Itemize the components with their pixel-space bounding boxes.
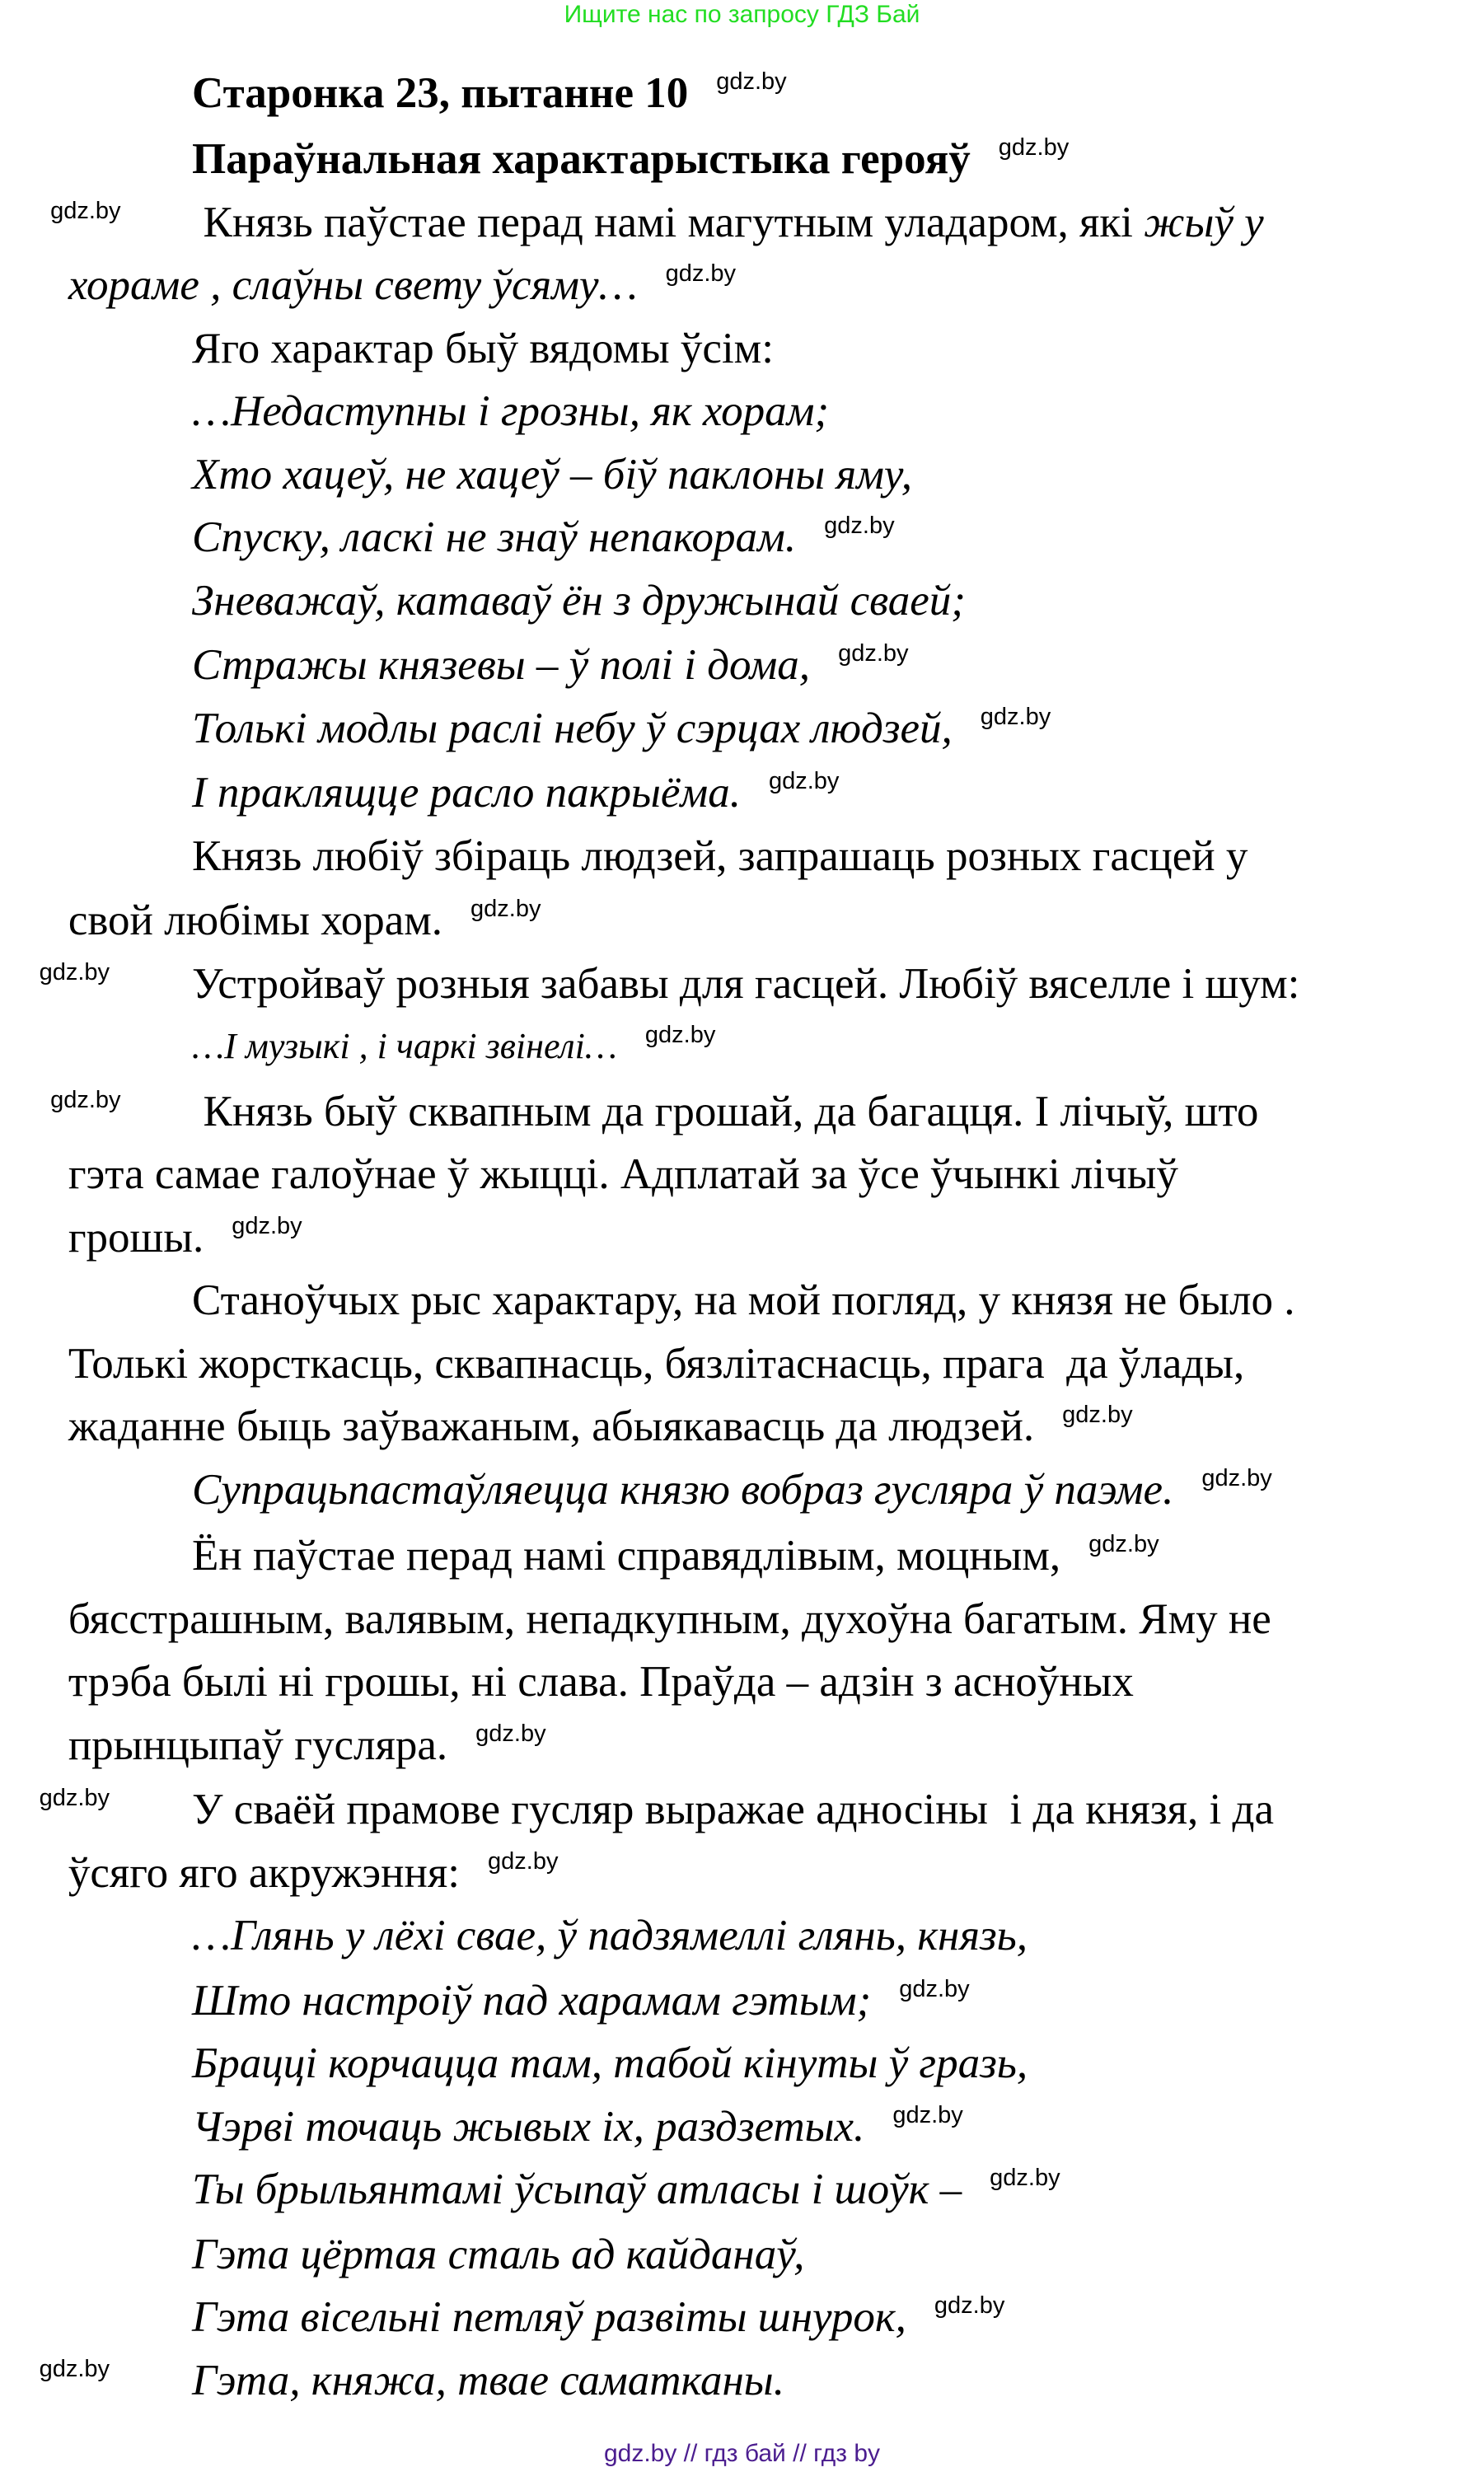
page-title [192,68,787,118]
text-segment: бясстрашным, валявым, непадкупным, духоўна багатым. Яму не [68,1594,1271,1643]
text-line [192,2165,1060,2214]
text-segment: Старонка 23, пытанне 10 [192,68,689,117]
watermark-label: gdz.by [980,703,1051,730]
italic-quote: Супрацьпастаўляецца князю вобраз гусляра ў паэме. [192,1465,1174,1514]
text-line [192,768,839,817]
section-heading [192,134,1069,184]
watermark-label: gdz.by [990,2165,1060,2192]
italic-quote: Гэта, княжа, твае саматканы. [192,2356,784,2404]
text-segment: свой любімы хорам. [68,897,443,945]
watermark-label: gdz.by [470,896,541,923]
italic-quote: Чэрві точаць жывых іх, раздзетых. [192,2102,865,2151]
watermark-label: gdz.by [899,1975,970,2002]
text-line [68,1149,1178,1199]
text-line [192,1022,715,1071]
italic-quote: Зневажаў, катаваў ён з дружынай сваей; [192,576,966,625]
text-line [192,513,895,562]
watermark-label: gdz.by [838,640,909,667]
text-line [192,640,908,690]
watermark-label: gdz.by [644,1022,716,1049]
watermark-label: gdz.by [39,2355,110,2382]
text-line [68,1848,559,1898]
watermark-label: gdz.by [1062,1402,1133,1429]
italic-quote: Спуску, ласкі не знаў непакорам. [192,513,797,562]
text-line [192,2230,804,2279]
watermark-label: gdz.by [716,68,787,95]
text-segment: Князь паўстае перад намі магутным уладаром, які [203,198,1145,246]
text-segment: Параўнальная характарыстыка герояў [192,135,971,184]
text-line [192,2039,1028,2088]
text-line [192,1465,1272,1515]
text-segment: Станоўчых рыс характару, на мой погляд, у князя не было . [192,1276,1295,1325]
text-segment: прынцыпаў гусляра. [68,1721,448,1769]
text-line [192,831,1248,881]
italic-quote: Ты брыльянтамі ўсыпаў атласы і шоўк – [192,2165,962,2214]
text-line [192,1531,1159,1580]
text-line [192,450,912,499]
text-segment: ўсяго яго акружэння: [68,1848,461,1897]
text-line [39,2355,784,2405]
text-line [50,197,1264,247]
text-segment: жаданне быць заўважаным, абыякавасць да людзей. [68,1402,1035,1451]
text-segment: трэба былі ні грошы, ні слава. Праўда – адзін з асноўных [68,1658,1134,1707]
italic-quote: І праклящце расло пакрыёма. [192,769,741,817]
text-segment: Князь любіў збіраць людзей, запрашаць розных гасцей у [192,831,1248,880]
italic-quote: …І музыкі , і чаркі звінелі… [192,1026,617,1067]
watermark-label: gdz.by [998,134,1070,162]
italic-quote: Толькі модлы раслі небу ў сэрцах людзей, [192,704,953,752]
text-line [192,1276,1294,1325]
italic-quote: жыў у [1144,198,1264,246]
watermark-label: gdz.by [475,1720,546,1747]
text-segment: Устройваў розныя забавы для гасцей. Любіў вяселле і шум: [192,959,1300,1008]
italic-quote: Што настроіў пад харамам гэтым; [192,1976,872,2025]
text-line [68,1657,1134,1707]
watermark-label: gdz.by [488,1847,559,1875]
text-segment: Князь быў сквапным да грошай, да багацця. І лічыў, што [203,1087,1259,1135]
watermark-label: gdz.by [824,513,895,540]
italic-quote: Гэта вісельні петляў развіты шнурок, [192,2293,906,2342]
text-segment: Толькі жорсткасць, сквапнасць, бязлітаснасць, прага да ўлады, [68,1339,1245,1388]
italic-quote: Стражы князевы – ў полі і дома, [192,641,811,690]
text-line [68,260,736,310]
text-line [68,1721,546,1770]
footer-links[interactable]: gdz.by // гдз бай // гдз by [603,2440,881,2467]
watermark-label: gdz.by [39,958,110,986]
italic-quote: …Недаступны і грозны, як хорам; [192,387,830,436]
text-line [192,2292,1004,2342]
italic-quote: Брацці корчацца там, табой кінуты ў гразь, [192,2039,1028,2088]
text-segment: Ён паўстае перад намі справядлівым, моцным, [192,1532,1061,1580]
watermark-label: gdz.by [1201,1464,1272,1491]
italic-quote: …Глянь у лёхі свае, ў падзямеллі глянь, князь, [192,1912,1028,1960]
watermark-label: gdz.by [665,260,737,288]
text-line [192,1976,970,2025]
watermark-label: gdz.by [232,1212,302,1239]
text-line [192,324,774,373]
text-line [39,958,1300,1009]
text-line [192,1911,1028,1960]
watermark-label: gdz.by [1088,1531,1159,1558]
text-line [68,896,541,945]
watermark-label: gdz.by [50,197,121,224]
text-line [192,704,1051,753]
text-segment: У сваёй прамове гусляр выражае адносіны і да князя, і да [192,1786,1275,1834]
text-line [39,1785,1275,1834]
text-segment: гэта самае галоўнае ў жыцці. Адплатай за ўсе ўчынкі лічыў [68,1150,1178,1199]
search-banner[interactable]: Ищите нас по запросу ГДЗ Бай [564,1,920,28]
watermark-label: gdz.by [50,1086,121,1113]
text-line [68,1594,1271,1644]
italic-quote: Хто хацеў, не хацеў – біў паклоны яму, [192,450,913,499]
text-segment: Яго характар быў вядомы ўсім: [192,324,774,372]
text-line [68,1213,302,1262]
watermark-label: gdz.by [892,2101,963,2128]
italic-quote: Гэта цёртая сталь ад кайданаў, [192,2230,805,2278]
watermark-label: gdz.by [934,2292,1005,2320]
text-segment: грошы. [68,1213,204,1262]
watermark-label: gdz.by [39,1785,110,1812]
text-line [68,1402,1133,1451]
watermark-label: gdz.by [768,768,840,795]
text-line [192,576,966,625]
text-line [192,386,829,436]
italic-quote: хораме , слаўны свету ўсяму… [68,261,638,310]
text-line [192,2102,963,2151]
text-line [50,1086,1259,1136]
text-line [68,1339,1244,1388]
